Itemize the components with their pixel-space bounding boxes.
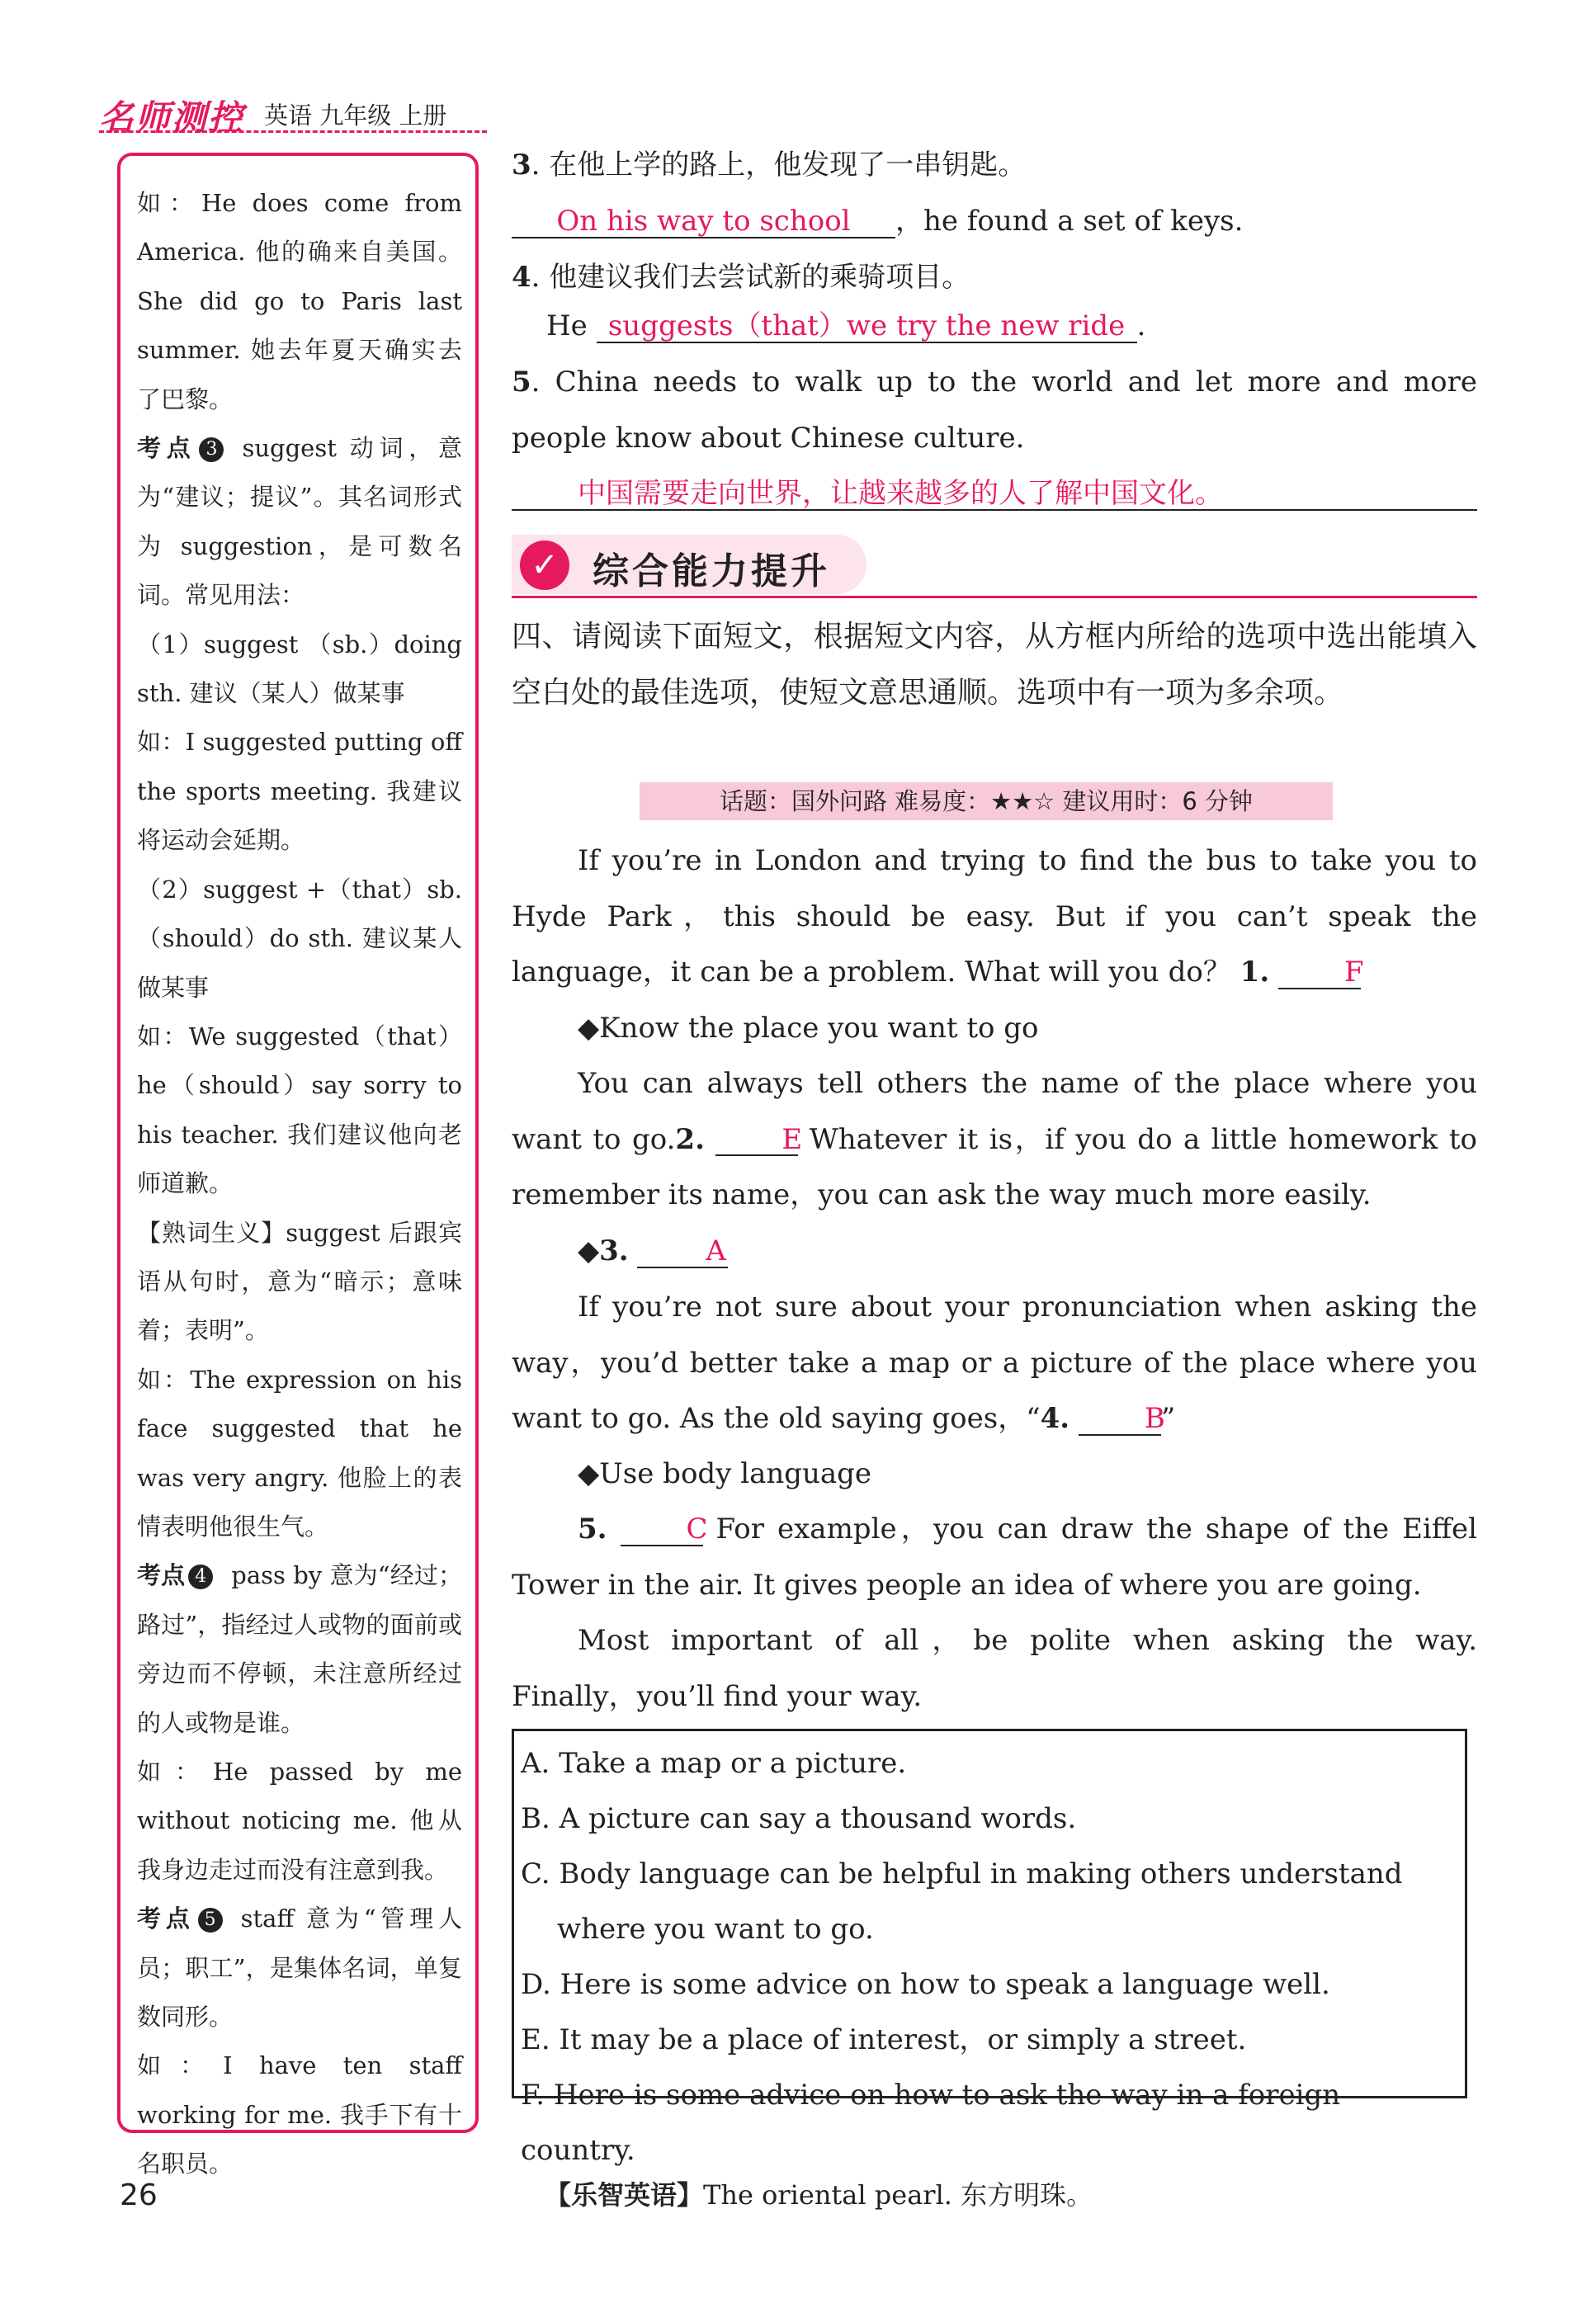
paragraph-text: If you’re in London and trying to find the bus to take you to Hyde Park，this should be easy. But if you can’t speak the language，it can be a problem. What will you do？ (512, 844, 1477, 989)
footer-text: The oriental pearl. 东方明珠。 (703, 2179, 1093, 2211)
blank-number: 1. (1239, 956, 1270, 989)
sentence-rest: ，he found a set of keys. (895, 205, 1244, 238)
paragraph-text: If you’re not sure about your pronunciation when asking the way，you’d better take a map or a picture of the place where you want to go. As the old saying goes，“ (512, 1291, 1477, 1435)
knowledge-point-5 (137, 1895, 462, 2041)
note-example: 如：The expression on his face suggested that he was very angry. 他脸上的表情表明他很生气。 (137, 1365, 462, 1541)
question-3-chinese (512, 142, 1477, 182)
passage-heading-2: ◆Use body language (578, 1457, 872, 1490)
note-usage: （1）suggest （sb.）doing sth. 建议（某人）做某事 (137, 630, 462, 708)
note-usage: （2）suggest +（that）sb.（should）do sth. 建议某人做某事 (137, 875, 462, 1002)
question-text: . China needs to walk up to the world and let more and more people know about Chinese culture. (512, 366, 1477, 455)
task-meta-band: 话题：国外问路 难易度：★★☆ 建议用时：6 分钟 (640, 782, 1333, 820)
page-number: 26 (120, 2178, 158, 2212)
question-number: 4 (512, 261, 531, 294)
kp-label: 考点 (137, 434, 196, 463)
footer-quote (545, 2174, 1093, 2212)
sentence-start: He (546, 309, 597, 342)
note-example: 如：He passed by me without noticing me. 他从我身边走过而没有注意到我。 (137, 1758, 462, 1884)
kp-number-badge: 4 (188, 1565, 213, 1589)
note-example: 如：We suggested（that）he（should）say sorry to his teacher. 我们建议他向老师道歉。 (137, 1022, 462, 1198)
paragraph-text: ” (1160, 1402, 1176, 1435)
option-e: E. It may be a place of interest，or simply a street. (521, 2023, 1247, 2056)
question-3-answer-line (512, 198, 1477, 238)
option-f: F. Here is some advice on how to ask the way in a foreign country. (521, 2079, 1341, 2167)
answer-blank: B (1079, 1404, 1161, 1436)
subject-label: 英语 九年级 上册 (264, 101, 447, 130)
question-4-answer-line (512, 309, 1477, 343)
question-text: . 他建议我们去尝试新的乘骑项目。 (531, 261, 970, 294)
passage-paragraph-2 (512, 1056, 1477, 1224)
kp-text: pass by 意为“经过；路过”，指经过人或物的面前或旁边而不停顿，未注意所经过的人或物是谁。 (137, 1561, 462, 1737)
blank-number: ◆3. (578, 1234, 629, 1267)
question-text: . 在他上学的路上，他发现了一串钥匙。 (531, 149, 1027, 182)
sentence-rest: . (1136, 309, 1146, 342)
blank-number: 5. (578, 1513, 607, 1546)
answer-blank: E (715, 1126, 798, 1157)
kp-text: staff 意为“管理人员；职工”，是集体名词，单复数同形。 (137, 1904, 462, 2032)
kp-text: suggest 动词，意为“建议；提议”。其名词形式为 suggestion，是可数名词。常见用法： (137, 434, 462, 610)
passage-paragraph-5: Most important of all，be polite when asking the way. Finally，you’ll find your way. (512, 1624, 1477, 1713)
option-b: B. A picture can say a thousand words. (521, 1802, 1077, 1835)
checkmark-icon: ✓ (520, 540, 569, 590)
header-divider (99, 130, 487, 133)
blank-number: 2. (675, 1122, 705, 1156)
question-number: 3 (512, 149, 531, 182)
note-example: 如：I have ten staff working for me. 我手下有十名职员。 (137, 2051, 462, 2178)
paragraph-text: For example，you can draw the shape of the Eiffel Tower in the air. It gives people an idea of where you are going. (512, 1513, 1477, 1602)
paragraph-text: Whatever it is，if you do a little homework to remember its name，you can ask the way much more easily. (512, 1122, 1477, 1211)
passage-paragraph-1 (512, 833, 1477, 1001)
question-5-answer-line (512, 477, 1477, 511)
knowledge-point-4 (137, 1551, 462, 1748)
option-a: A. Take a map or a picture. (521, 1747, 907, 1780)
option-c: C. Body language can be helpful in making others understand where you want to go. (521, 1857, 1403, 1946)
footer-brand: 【乐智英语】 (545, 2179, 704, 2211)
paragraph-text: You can always tell others the name of the place where you want to go. (512, 1067, 1477, 1156)
note-example: 如：I suggested putting off the sports meeting. 我建议将运动会延期。 (137, 728, 462, 855)
answer-blank: On his way to school (512, 207, 895, 238)
answer-blank: 中国需要走向世界，让越来越多的人了解中国文化。 (512, 479, 1477, 511)
options-box (512, 1729, 1467, 2167)
option-d: D. Here is some advice on how to speak a language well. (521, 1968, 1330, 2001)
section-divider (512, 596, 1477, 598)
kp-number-badge: 5 (198, 1908, 223, 1933)
kp-label: 考点 (137, 1904, 195, 1933)
passage-heading-3 (512, 1224, 1477, 1280)
note-extra-meaning: 【熟词生义】suggest 后跟宾语从句时，意为“暗示；意味着；表明”。 (137, 1218, 462, 1345)
passage-heading-1: ◆Know the place you want to go (578, 1012, 1039, 1045)
answer-blank: C (621, 1515, 703, 1546)
question-5-english (512, 355, 1477, 466)
kp-label: 考点 (137, 1561, 186, 1590)
note-example: 如：He does come from America. 他的确来自美国。She did go to Paris last summer. 她去年夏天确实去了巴黎。 (137, 189, 462, 413)
answer-blank: F (1278, 958, 1361, 989)
question-number: 5 (512, 366, 531, 399)
task-instructions: 四、请阅读下面短文，根据短文内容，从方框内所给的选项中选出能填入空白处的最佳选项，使短文意思通顺。选项中有一项为多余项。 (512, 620, 1477, 710)
answer-blank: A (637, 1237, 728, 1268)
passage-paragraph-3 (512, 1280, 1477, 1447)
answer-blank: suggests（that）we try the new ride (597, 312, 1137, 343)
blank-number: 4. (1040, 1402, 1070, 1435)
kp-number-badge: 3 (199, 437, 224, 462)
brand-logo: 名师测控 (99, 97, 245, 138)
passage-paragraph-4 (512, 1502, 1477, 1613)
question-4-chinese (512, 254, 1477, 295)
knowledge-point-3 (137, 424, 462, 621)
section-title: 综合能力提升 (593, 550, 830, 592)
sidebar-notes (117, 153, 479, 2178)
